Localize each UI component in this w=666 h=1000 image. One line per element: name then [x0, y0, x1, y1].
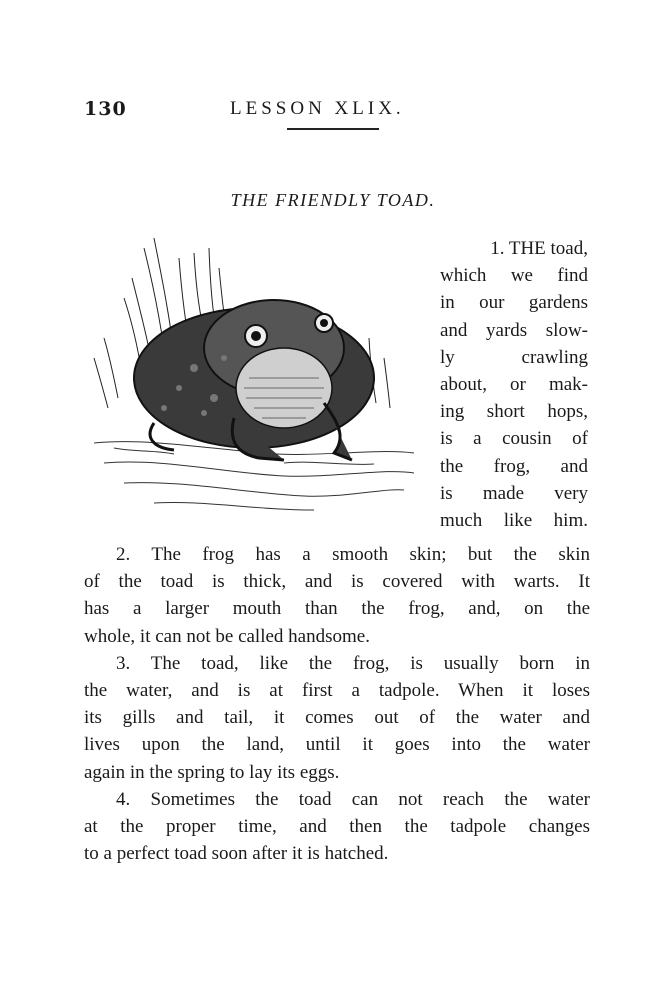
paragraph-3-line: 3. The toad, like the frog, is usually born in [116, 652, 590, 674]
paragraph-2-line: whole, it can not be called handsome. [84, 625, 370, 647]
paragraph-number-1: 1. THE toad, [490, 238, 588, 259]
text-line: which we find [440, 265, 588, 287]
page-number: 130 [84, 98, 127, 120]
text-line: is a cousin of [440, 428, 588, 450]
lesson-title: LESSON XLIX. [230, 98, 405, 119]
text-line: ing short hops, [440, 401, 588, 423]
paragraph-2-line: has a larger mouth than the frog, and, on the [84, 598, 590, 620]
text-line: ly crawling [440, 346, 588, 368]
section-title: THE FRIENDLY TOAD. [230, 190, 436, 210]
paragraph-2-line: 2. The frog has a smooth skin; but the skin [116, 544, 590, 565]
toad-engraving-icon [84, 238, 424, 528]
paragraph-3-line: its gills and tail, it comes out of the water and [84, 707, 590, 729]
title-rule [287, 128, 379, 130]
text-line: the frog, and [440, 455, 588, 477]
paragraph-4-line: at the proper time, and then the tadpole changes [84, 816, 590, 838]
paragraph-3-line: again in the spring to lay its eggs. [84, 761, 340, 783]
text-line: about, or mak- [440, 374, 588, 396]
paragraph-4-line: to a perfect toad soon after it is hatched. [84, 843, 389, 865]
paragraph-2-line: of the toad is thick, and is covered with warts. It [84, 571, 590, 593]
text-line: is made very [440, 482, 588, 504]
paragraph-4-line: 4. Sometimes the toad can not reach the water [116, 788, 590, 810]
text-line: in our gardens [440, 292, 588, 314]
paragraph-3-line: lives upon the land, until it goes into the water [84, 734, 590, 756]
text-line: and yards slow- [440, 319, 588, 341]
paragraph-3-line: the water, and is at first a tadpole. When it loses [84, 680, 590, 702]
body-paragraphs [84, 541, 590, 867]
side-paragraph [440, 235, 588, 534]
text-line: much like him. [440, 510, 588, 532]
